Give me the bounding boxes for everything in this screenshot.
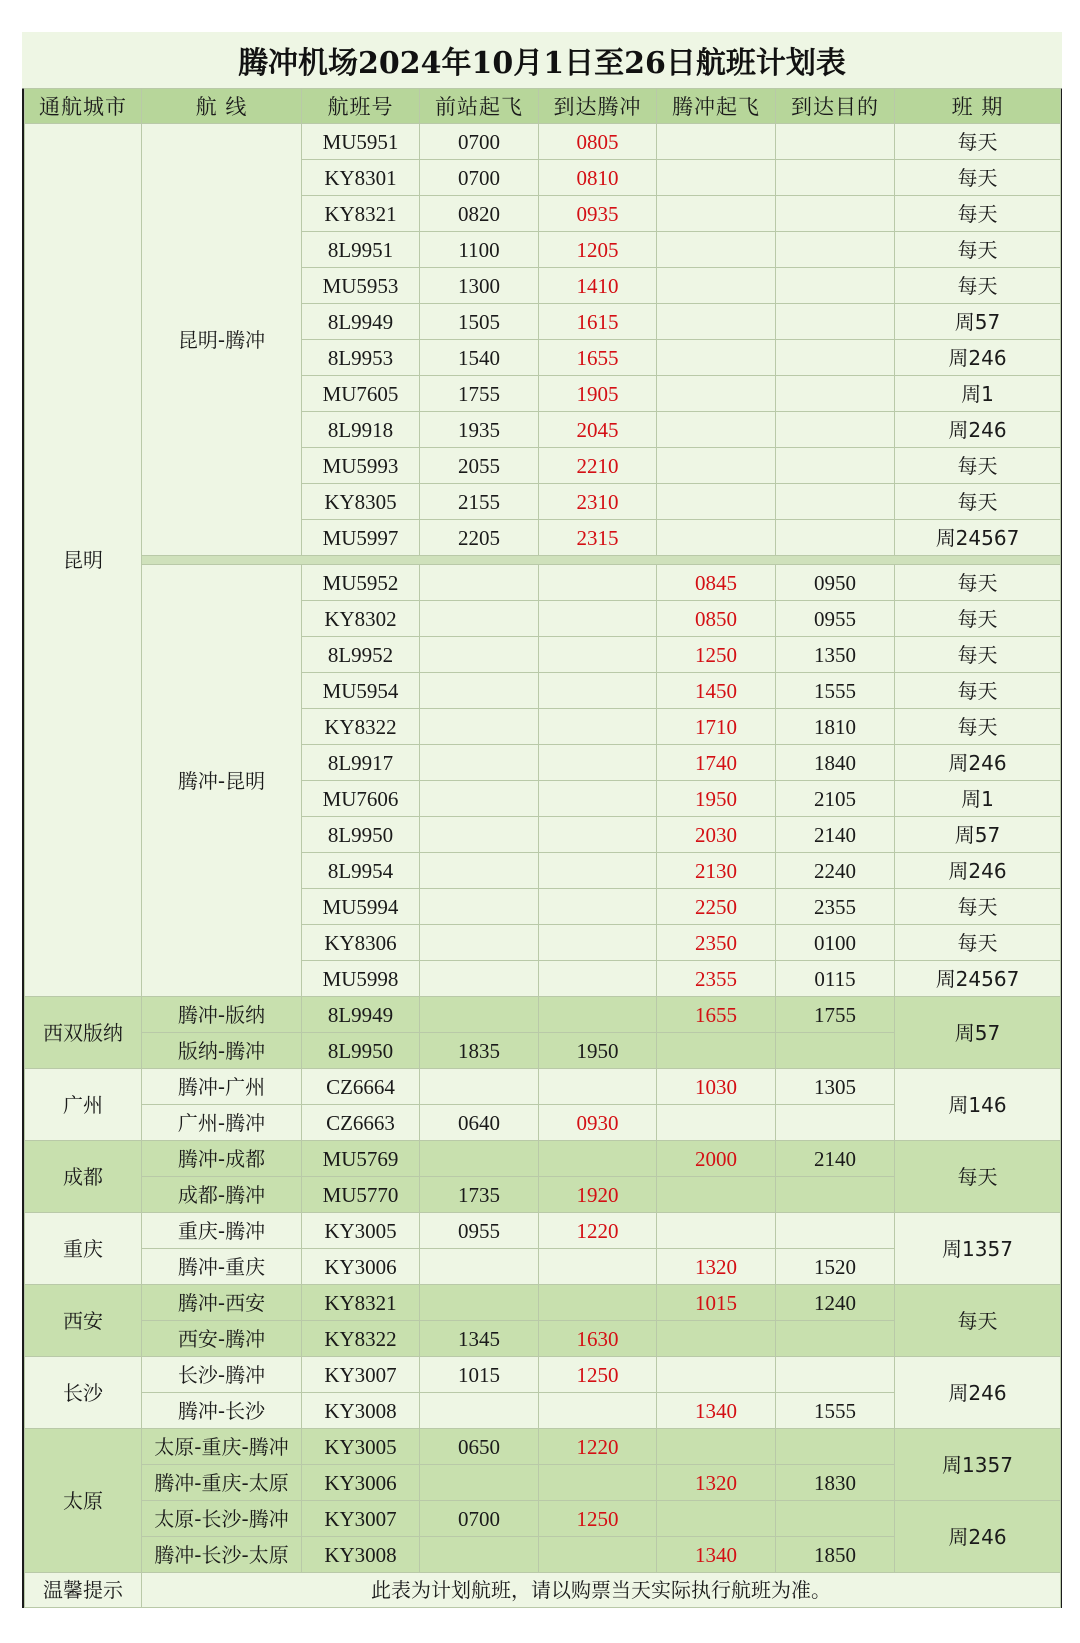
city-route-row	[25, 1141, 1061, 1177]
flight-number-cell: 8L9954	[302, 853, 420, 889]
header-prev-departure: 前站起飞	[420, 89, 539, 124]
flight-number-cell: MU7606	[302, 781, 420, 817]
prev-departure-cell	[420, 565, 539, 601]
prev-departure-cell: 1540	[420, 340, 539, 376]
city-cell: 西安	[25, 1285, 142, 1357]
arrive-tengchong-cell: 1655	[539, 340, 657, 376]
schedule-cell: 周1	[895, 376, 1061, 412]
schedule-cell: 每天	[895, 925, 1061, 961]
arrive-tengchong-cell: 1250	[539, 1501, 657, 1537]
tengchong-departure-cell: 1320	[657, 1465, 776, 1501]
arrive-tengchong-cell: 1220	[539, 1213, 657, 1249]
tip-label: 温馨提示	[25, 1573, 142, 1608]
arrive-tengchong-cell: 0810	[539, 160, 657, 196]
arrive-tengchong-cell	[539, 853, 657, 889]
schedule-cell: 周1357	[895, 1213, 1061, 1285]
header-arrive-destination: 到达目的	[776, 89, 895, 124]
route-cell: 昆明-腾冲	[142, 124, 302, 556]
flight-number-cell: CZ6664	[302, 1069, 420, 1105]
schedule-cell: 周246	[895, 1501, 1061, 1573]
prev-departure-cell: 1015	[420, 1357, 539, 1393]
arrive-destination-cell: 1520	[776, 1249, 895, 1285]
flight-number-cell: 8L9918	[302, 412, 420, 448]
arrive-tengchong-cell	[539, 961, 657, 997]
schedule-cell: 每天	[895, 1285, 1061, 1357]
schedule-cell: 周246	[895, 412, 1061, 448]
city-route-row	[25, 997, 1061, 1033]
prev-departure-cell	[420, 1249, 539, 1285]
city-cell: 广州	[25, 1069, 142, 1141]
route-cell: 腾冲-重庆-太原	[142, 1465, 302, 1501]
schedule-cell: 周1357	[895, 1429, 1061, 1501]
schedule-cell: 周24567	[895, 520, 1061, 556]
prev-departure-cell: 0640	[420, 1105, 539, 1141]
flight-number-cell: KY8322	[302, 709, 420, 745]
tengchong-departure-cell	[657, 520, 776, 556]
prev-departure-cell	[420, 1285, 539, 1321]
header-route: 航 线	[142, 89, 302, 124]
arrive-tengchong-cell: 0935	[539, 196, 657, 232]
route-cell: 腾冲-重庆	[142, 1249, 302, 1285]
tengchong-departure-cell: 2250	[657, 889, 776, 925]
schedule-cell: 每天	[895, 1141, 1061, 1213]
prev-departure-cell: 0700	[420, 1501, 539, 1537]
schedule-cell: 每天	[895, 637, 1061, 673]
tengchong-departure-cell	[657, 1105, 776, 1141]
flight-number-cell: MU5994	[302, 889, 420, 925]
city-route-row	[25, 1357, 1061, 1393]
prev-departure-cell	[420, 637, 539, 673]
prev-departure-cell	[420, 997, 539, 1033]
arrive-tengchong-cell	[539, 889, 657, 925]
arrive-tengchong-cell: 1615	[539, 304, 657, 340]
prev-departure-cell: 0700	[420, 160, 539, 196]
arrive-tengchong-cell: 0805	[539, 124, 657, 160]
arrive-destination-cell: 2240	[776, 853, 895, 889]
schedule-cell: 周246	[895, 745, 1061, 781]
arrive-tengchong-cell	[539, 1393, 657, 1429]
arrive-destination-cell: 2355	[776, 889, 895, 925]
prev-departure-cell	[420, 817, 539, 853]
arrive-destination-cell: 1755	[776, 997, 895, 1033]
city-cell: 太原	[25, 1429, 142, 1573]
schedule-cell: 每天	[895, 565, 1061, 601]
city-cell: 成都	[25, 1141, 142, 1213]
arrive-tengchong-cell: 0930	[539, 1105, 657, 1141]
separator-cell	[142, 556, 1061, 565]
header-city: 通航城市	[25, 89, 142, 124]
arrive-destination-cell	[776, 448, 895, 484]
header-flight-no: 航班号	[302, 89, 420, 124]
route-cell: 太原-长沙-腾冲	[142, 1501, 302, 1537]
prev-departure-cell	[420, 709, 539, 745]
flight-number-cell: KY8306	[302, 925, 420, 961]
tengchong-departure-cell: 1250	[657, 637, 776, 673]
route-cell: 西安-腾冲	[142, 1321, 302, 1357]
arrive-destination-cell: 1240	[776, 1285, 895, 1321]
flight-number-cell: KY8321	[302, 196, 420, 232]
prev-departure-cell	[420, 1141, 539, 1177]
prev-departure-cell: 1935	[420, 412, 539, 448]
arrive-destination-cell: 2105	[776, 781, 895, 817]
tengchong-departure-cell	[657, 1033, 776, 1069]
prev-departure-cell: 1505	[420, 304, 539, 340]
arrive-tengchong-cell	[539, 781, 657, 817]
flight-number-cell: KY8305	[302, 484, 420, 520]
prev-departure-cell	[420, 673, 539, 709]
route-cell: 腾冲-广州	[142, 1069, 302, 1105]
flight-number-cell: MU5954	[302, 673, 420, 709]
arrive-destination-cell	[776, 484, 895, 520]
arrive-destination-cell	[776, 160, 895, 196]
flight-number-cell: 8L9951	[302, 232, 420, 268]
route-cell: 腾冲-长沙	[142, 1393, 302, 1429]
tengchong-departure-cell	[657, 124, 776, 160]
prev-departure-cell: 0700	[420, 124, 539, 160]
schedule-cell: 每天	[895, 196, 1061, 232]
kunming-inbound-row	[25, 124, 1061, 160]
arrive-destination-cell: 1830	[776, 1465, 895, 1501]
arrive-tengchong-cell	[539, 1141, 657, 1177]
flight-number-cell: MU5997	[302, 520, 420, 556]
city-route-row	[25, 1069, 1061, 1105]
route-cell: 太原-重庆-腾冲	[142, 1429, 302, 1465]
prev-departure-cell: 0820	[420, 196, 539, 232]
tengchong-departure-cell	[657, 196, 776, 232]
schedule-cell: 周246	[895, 853, 1061, 889]
flight-number-cell: MU5951	[302, 124, 420, 160]
arrive-destination-cell: 1305	[776, 1069, 895, 1105]
arrive-tengchong-cell: 1205	[539, 232, 657, 268]
arrive-destination-cell: 1555	[776, 673, 895, 709]
flight-number-cell: 8L9952	[302, 637, 420, 673]
arrive-destination-cell: 1810	[776, 709, 895, 745]
city-cell: 昆明	[25, 124, 142, 997]
arrive-destination-cell	[776, 340, 895, 376]
schedule-cell: 每天	[895, 232, 1061, 268]
prev-departure-cell: 1100	[420, 232, 539, 268]
route-cell: 腾冲-成都	[142, 1141, 302, 1177]
schedule-cell: 每天	[895, 124, 1061, 160]
arrive-destination-cell: 2140	[776, 817, 895, 853]
flight-number-cell: KY8321	[302, 1285, 420, 1321]
flight-number-cell: 8L9917	[302, 745, 420, 781]
tengchong-departure-cell: 2030	[657, 817, 776, 853]
tengchong-departure-cell: 1950	[657, 781, 776, 817]
schedule-cell: 周1	[895, 781, 1061, 817]
prev-departure-cell: 1835	[420, 1033, 539, 1069]
arrive-destination-cell	[776, 1033, 895, 1069]
prev-departure-cell	[420, 1465, 539, 1501]
flight-number-cell: 8L9950	[302, 1033, 420, 1069]
flight-number-cell: KY3005	[302, 1429, 420, 1465]
route-cell: 腾冲-长沙-太原	[142, 1537, 302, 1573]
header-arrive-tengchong: 到达腾冲	[539, 89, 657, 124]
schedule-cell: 每天	[895, 160, 1061, 196]
arrive-destination-cell	[776, 196, 895, 232]
flight-number-cell: 8L9949	[302, 997, 420, 1033]
route-cell: 成都-腾冲	[142, 1177, 302, 1213]
arrive-tengchong-cell	[539, 1285, 657, 1321]
flight-schedule-table	[24, 88, 1061, 1608]
prev-departure-cell	[420, 1537, 539, 1573]
prev-departure-cell: 1755	[420, 376, 539, 412]
flight-number-cell: MU5953	[302, 268, 420, 304]
tengchong-departure-cell: 2350	[657, 925, 776, 961]
city-cell: 西双版纳	[25, 997, 142, 1069]
flight-number-cell: KY3006	[302, 1465, 420, 1501]
tengchong-departure-cell	[657, 412, 776, 448]
schedule-cell: 周246	[895, 1357, 1061, 1429]
kunming-outbound-row	[25, 565, 1061, 601]
route-cell: 版纳-腾冲	[142, 1033, 302, 1069]
flight-number-cell: KY3008	[302, 1537, 420, 1573]
prev-departure-cell: 1300	[420, 268, 539, 304]
prev-departure-cell: 1345	[420, 1321, 539, 1357]
arrive-tengchong-cell: 1950	[539, 1033, 657, 1069]
arrive-destination-cell	[776, 124, 895, 160]
tengchong-departure-cell: 2355	[657, 961, 776, 997]
route-cell: 长沙-腾冲	[142, 1357, 302, 1393]
arrive-destination-cell	[776, 1105, 895, 1141]
schedule-cell: 每天	[895, 448, 1061, 484]
arrive-destination-cell: 1850	[776, 1537, 895, 1573]
tengchong-departure-cell	[657, 1213, 776, 1249]
arrive-tengchong-cell	[539, 709, 657, 745]
arrive-tengchong-cell: 1220	[539, 1429, 657, 1465]
arrive-tengchong-cell	[539, 817, 657, 853]
arrive-tengchong-cell: 1920	[539, 1177, 657, 1213]
arrive-destination-cell: 1350	[776, 637, 895, 673]
arrive-tengchong-cell	[539, 565, 657, 601]
arrive-tengchong-cell	[539, 745, 657, 781]
header-schedule: 班 期	[895, 89, 1061, 124]
flight-number-cell: MU5993	[302, 448, 420, 484]
arrive-tengchong-cell: 2315	[539, 520, 657, 556]
flight-number-cell: KY3007	[302, 1357, 420, 1393]
route-cell: 广州-腾冲	[142, 1105, 302, 1141]
schedule-cell: 每天	[895, 601, 1061, 637]
flight-number-cell: CZ6663	[302, 1105, 420, 1141]
tengchong-departure-cell	[657, 1321, 776, 1357]
flight-number-cell: MU5998	[302, 961, 420, 997]
prev-departure-cell	[420, 1069, 539, 1105]
tengchong-departure-cell: 1710	[657, 709, 776, 745]
arrive-tengchong-cell	[539, 1069, 657, 1105]
arrive-tengchong-cell: 2210	[539, 448, 657, 484]
arrive-destination-cell	[776, 1357, 895, 1393]
taiyuan-route-row	[25, 1501, 1061, 1537]
flight-number-cell: KY3006	[302, 1249, 420, 1285]
arrive-tengchong-cell	[539, 637, 657, 673]
arrive-destination-cell	[776, 520, 895, 556]
schedule-cell: 周246	[895, 340, 1061, 376]
tengchong-departure-cell: 1740	[657, 745, 776, 781]
tengchong-departure-cell: 2000	[657, 1141, 776, 1177]
arrive-destination-cell	[776, 232, 895, 268]
arrive-destination-cell	[776, 1321, 895, 1357]
schedule-cell: 每天	[895, 889, 1061, 925]
schedule-cell: 每天	[895, 484, 1061, 520]
prev-departure-cell: 1735	[420, 1177, 539, 1213]
table-header-row	[25, 89, 1061, 124]
taiyuan-route-row	[25, 1429, 1061, 1465]
prev-departure-cell: 2155	[420, 484, 539, 520]
arrive-tengchong-cell: 2310	[539, 484, 657, 520]
arrive-destination-cell: 1555	[776, 1393, 895, 1429]
prev-departure-cell: 0650	[420, 1429, 539, 1465]
arrive-tengchong-cell	[539, 673, 657, 709]
prev-departure-cell	[420, 781, 539, 817]
schedule-cell: 周24567	[895, 961, 1061, 997]
tengchong-departure-cell	[657, 1501, 776, 1537]
arrive-destination-cell: 2140	[776, 1141, 895, 1177]
schedule-cell: 每天	[895, 673, 1061, 709]
arrive-destination-cell: 0950	[776, 565, 895, 601]
tengchong-departure-cell	[657, 1429, 776, 1465]
arrive-tengchong-cell: 1630	[539, 1321, 657, 1357]
arrive-destination-cell	[776, 1429, 895, 1465]
prev-departure-cell: 2055	[420, 448, 539, 484]
arrive-tengchong-cell: 1905	[539, 376, 657, 412]
city-route-row	[25, 1213, 1061, 1249]
flight-number-cell: KY3008	[302, 1393, 420, 1429]
arrive-tengchong-cell	[539, 997, 657, 1033]
arrive-destination-cell	[776, 304, 895, 340]
tengchong-departure-cell: 1015	[657, 1285, 776, 1321]
prev-departure-cell	[420, 889, 539, 925]
tengchong-departure-cell: 1340	[657, 1393, 776, 1429]
route-cell: 重庆-腾冲	[142, 1213, 302, 1249]
flight-number-cell: MU5769	[302, 1141, 420, 1177]
arrive-tengchong-cell	[539, 1465, 657, 1501]
flight-number-cell: MU7605	[302, 376, 420, 412]
arrive-tengchong-cell: 1250	[539, 1357, 657, 1393]
arrive-tengchong-cell	[539, 925, 657, 961]
arrive-tengchong-cell	[539, 601, 657, 637]
flight-number-cell: MU5770	[302, 1177, 420, 1213]
schedule-cell: 周57	[895, 997, 1061, 1069]
arrive-destination-cell	[776, 376, 895, 412]
arrive-destination-cell: 0955	[776, 601, 895, 637]
route-cell: 腾冲-昆明	[142, 565, 302, 997]
tengchong-departure-cell	[657, 376, 776, 412]
schedule-cell: 周146	[895, 1069, 1061, 1141]
arrive-tengchong-cell	[539, 1249, 657, 1285]
arrive-destination-cell	[776, 1177, 895, 1213]
flight-number-cell: KY3007	[302, 1501, 420, 1537]
tengchong-departure-cell: 1340	[657, 1537, 776, 1573]
arrive-tengchong-cell	[539, 1537, 657, 1573]
tengchong-departure-cell	[657, 232, 776, 268]
city-cell: 长沙	[25, 1357, 142, 1429]
flight-number-cell: 8L9949	[302, 304, 420, 340]
arrive-tengchong-cell: 1410	[539, 268, 657, 304]
arrive-destination-cell: 0115	[776, 961, 895, 997]
arrive-destination-cell	[776, 1501, 895, 1537]
flight-number-cell: KY8322	[302, 1321, 420, 1357]
tengchong-departure-cell: 0845	[657, 565, 776, 601]
route-cell: 腾冲-版纳	[142, 997, 302, 1033]
tengchong-departure-cell	[657, 160, 776, 196]
schedule-cell: 周57	[895, 817, 1061, 853]
tengchong-departure-cell	[657, 1357, 776, 1393]
tengchong-departure-cell: 1655	[657, 997, 776, 1033]
tengchong-departure-cell	[657, 304, 776, 340]
tengchong-departure-cell	[657, 448, 776, 484]
flight-number-cell: MU5952	[302, 565, 420, 601]
schedule-cell: 每天	[895, 709, 1061, 745]
prev-departure-cell	[420, 1393, 539, 1429]
city-cell: 重庆	[25, 1213, 142, 1285]
footer-row	[25, 1573, 1061, 1608]
prev-departure-cell	[420, 853, 539, 889]
prev-departure-cell	[420, 961, 539, 997]
tengchong-departure-cell: 0850	[657, 601, 776, 637]
prev-departure-cell	[420, 925, 539, 961]
flight-number-cell: 8L9953	[302, 340, 420, 376]
flight-number-cell: KY8301	[302, 160, 420, 196]
tengchong-departure-cell	[657, 340, 776, 376]
schedule-cell: 每天	[895, 268, 1061, 304]
prev-departure-cell	[420, 601, 539, 637]
section-separator	[25, 556, 1061, 565]
arrive-destination-cell	[776, 268, 895, 304]
route-cell: 腾冲-西安	[142, 1285, 302, 1321]
prev-departure-cell	[420, 745, 539, 781]
city-route-row	[25, 1285, 1061, 1321]
page-title: 腾冲机场2024年10月1日至26日航班计划表	[22, 32, 1062, 89]
schedule-cell: 周57	[895, 304, 1061, 340]
arrive-destination-cell	[776, 1213, 895, 1249]
header-tengchong-departure: 腾冲起飞	[657, 89, 776, 124]
tengchong-departure-cell: 1320	[657, 1249, 776, 1285]
tengchong-departure-cell	[657, 484, 776, 520]
prev-departure-cell: 0955	[420, 1213, 539, 1249]
tip-text: 此表为计划航班，请以购票当天实际执行航班为准。	[142, 1573, 1061, 1608]
flight-number-cell: KY3005	[302, 1213, 420, 1249]
arrive-destination-cell	[776, 412, 895, 448]
tengchong-departure-cell	[657, 1177, 776, 1213]
prev-departure-cell: 2205	[420, 520, 539, 556]
tengchong-departure-cell: 1450	[657, 673, 776, 709]
arrive-tengchong-cell: 2045	[539, 412, 657, 448]
arrive-destination-cell: 1840	[776, 745, 895, 781]
tengchong-departure-cell	[657, 268, 776, 304]
flight-number-cell: KY8302	[302, 601, 420, 637]
arrive-destination-cell: 0100	[776, 925, 895, 961]
tengchong-departure-cell: 2130	[657, 853, 776, 889]
flight-number-cell: 8L9950	[302, 817, 420, 853]
tengchong-departure-cell: 1030	[657, 1069, 776, 1105]
